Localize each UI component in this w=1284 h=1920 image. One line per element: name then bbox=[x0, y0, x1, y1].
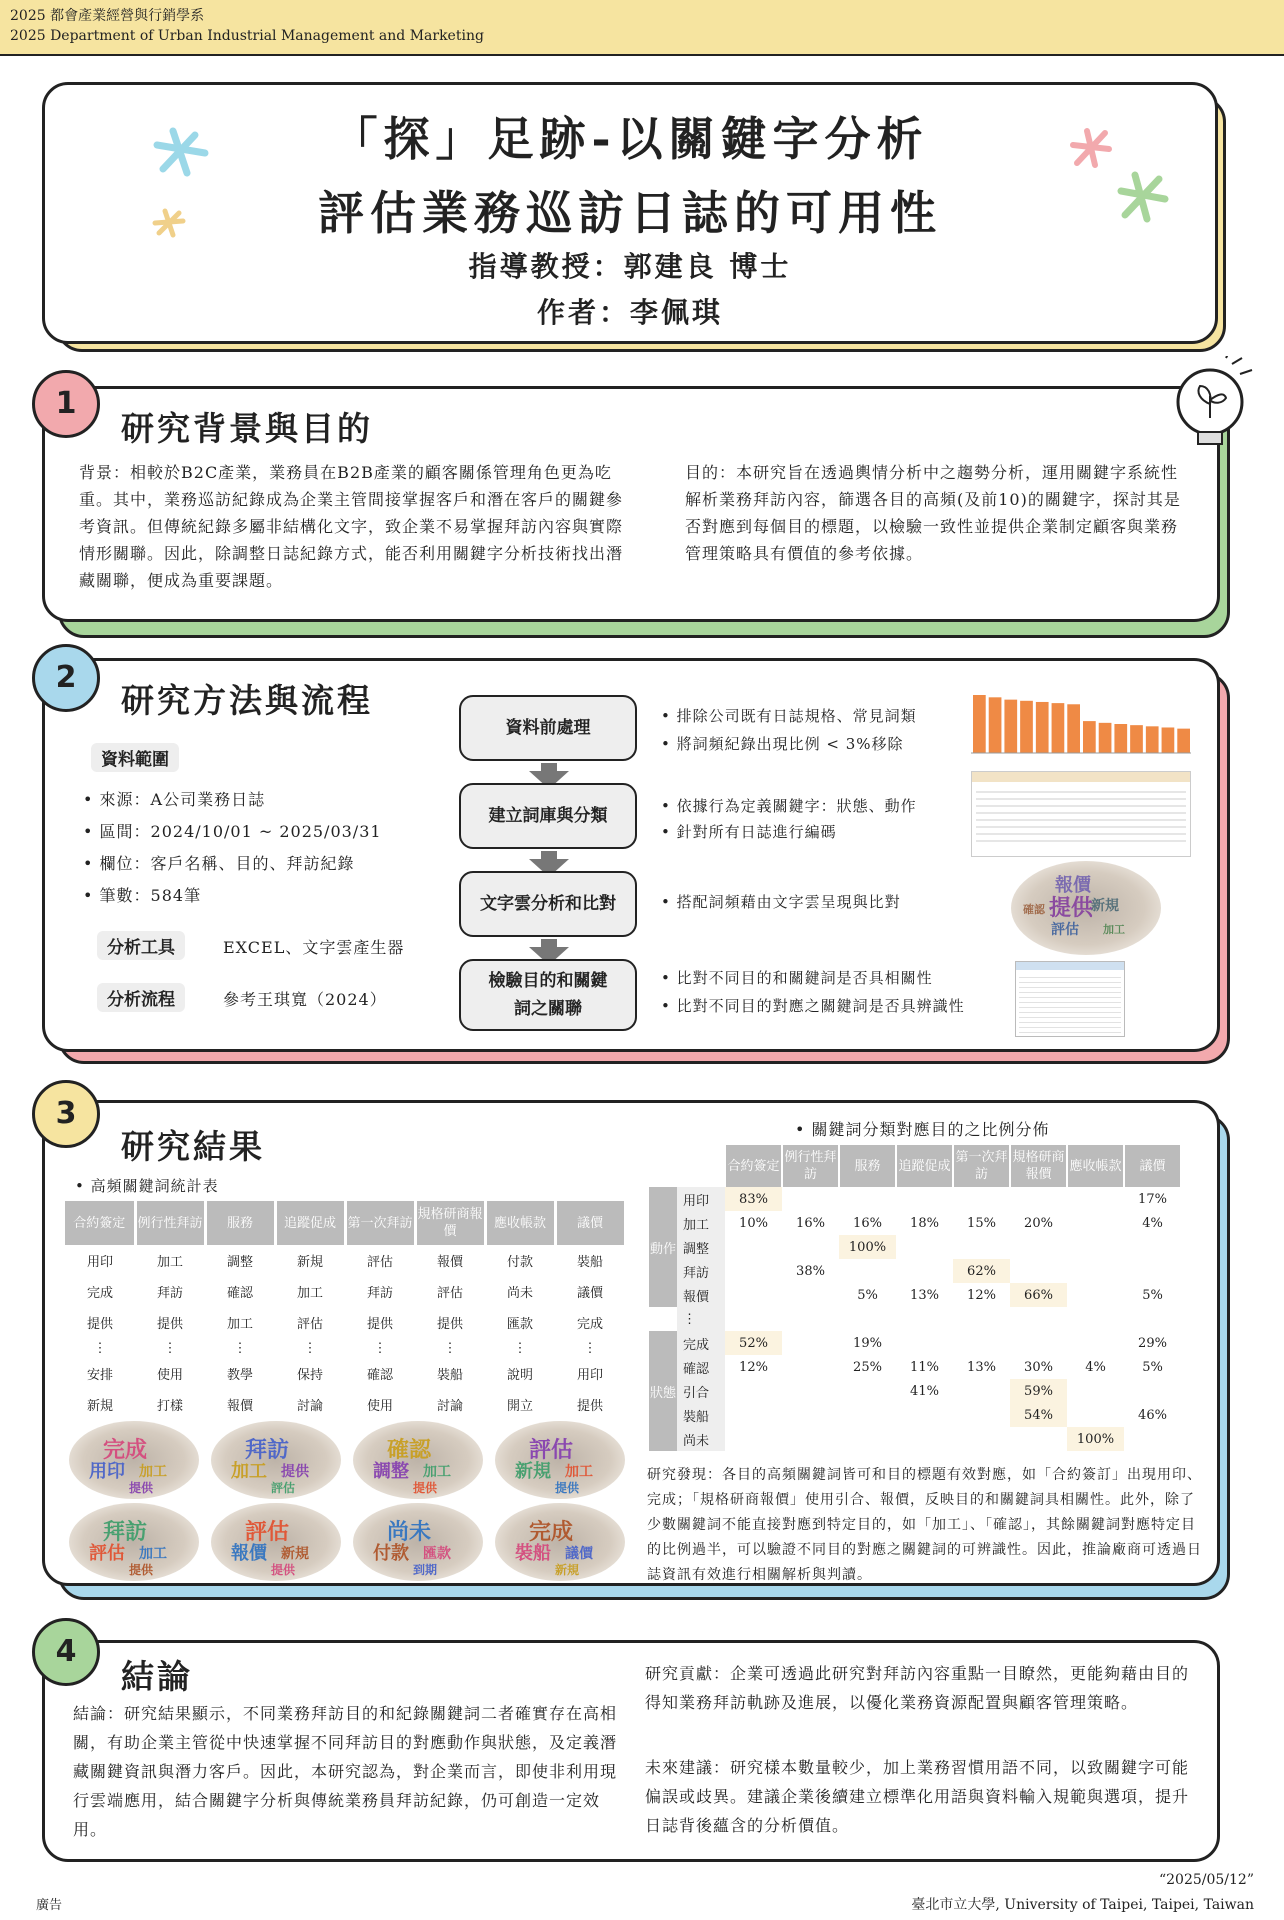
table-row bbox=[65, 1276, 625, 1307]
cloud-word: 裝船 bbox=[515, 1543, 551, 1564]
cloud-word: 尚未 bbox=[387, 1520, 432, 1545]
ratio-cell bbox=[1067, 1187, 1124, 1211]
flow-step-dictionary: 建立詞庫與分類 bbox=[459, 783, 637, 849]
table-row bbox=[65, 1245, 625, 1276]
ratio-cell: 15% bbox=[967, 1215, 996, 1231]
ratio-cell bbox=[1010, 1235, 1067, 1259]
ratio-cell bbox=[953, 1235, 1010, 1259]
cloud-word: 付款 bbox=[373, 1543, 409, 1564]
table-row bbox=[649, 1259, 1181, 1283]
table-row bbox=[649, 1427, 1181, 1451]
section-title: 研究結果 bbox=[121, 1127, 265, 1166]
ratio-cell: 13% bbox=[967, 1359, 996, 1375]
cloud-word: 提供 bbox=[271, 1563, 296, 1577]
kw-cell: 評估 bbox=[296, 1317, 323, 1332]
advisor: 指導教授：郭建良 博士 bbox=[468, 250, 792, 283]
ratio-cell bbox=[953, 1379, 1010, 1403]
step-bullet: • 比對不同目的對應之關鍵詞是否具辨識性 bbox=[661, 997, 965, 1015]
cloud-word: 匯款 bbox=[423, 1546, 451, 1562]
ratio-cell: 38% bbox=[796, 1263, 825, 1279]
ratio-cell bbox=[1067, 1259, 1124, 1283]
ratio-cell bbox=[782, 1355, 839, 1379]
cloud-word: 到期 bbox=[413, 1563, 438, 1577]
ratio-cell bbox=[896, 1235, 953, 1259]
ratio-header: 例行性拜訪 bbox=[782, 1145, 839, 1187]
ratio-header: 應收帳款 bbox=[1067, 1145, 1124, 1187]
kw-cell: 開立 bbox=[506, 1399, 533, 1414]
ratio-header: 服務 bbox=[839, 1145, 896, 1187]
bar bbox=[1036, 702, 1049, 753]
ratio-header: 合約簽定 bbox=[725, 1145, 782, 1187]
step-bullet: • 搭配詞頻藉由文字雲呈現與比對 bbox=[661, 893, 901, 911]
flow-label: 分析流程 bbox=[97, 983, 185, 1012]
kw-cell: 提供 bbox=[576, 1399, 603, 1414]
cloud-word: 完成 bbox=[529, 1520, 574, 1545]
cloud-word: 確認 bbox=[387, 1438, 432, 1463]
ratio-cell: 12% bbox=[967, 1287, 996, 1303]
ratio-cell bbox=[1067, 1211, 1124, 1235]
section-title: 結論 bbox=[121, 1657, 193, 1696]
ratio-cell: 46% bbox=[1138, 1407, 1167, 1423]
ratio-cell bbox=[782, 1283, 839, 1307]
table-row bbox=[649, 1235, 1181, 1259]
footer-date: “2025/05/12” bbox=[1158, 1872, 1254, 1888]
cloud-word: 評估 bbox=[245, 1520, 290, 1545]
bar bbox=[1162, 727, 1175, 753]
author: 作者：李佩琪 bbox=[536, 296, 723, 329]
step-bullet: • 排除公司既有日誌規格、常見詞類 bbox=[661, 707, 917, 725]
wordcloud bbox=[495, 1503, 625, 1581]
kw-cell: 評估 bbox=[366, 1255, 393, 1270]
kw-header: 追蹤促成 bbox=[275, 1201, 345, 1245]
ratio-cell bbox=[782, 1331, 839, 1355]
ratio-cell: 10% bbox=[739, 1215, 768, 1231]
wordcloud bbox=[69, 1421, 199, 1499]
kw-cell: 裝船 bbox=[436, 1368, 463, 1383]
flow-value: 參考王琪寬（2024） bbox=[223, 990, 387, 1009]
kw-cell: 新規 bbox=[86, 1399, 113, 1414]
keyword-label: 加工 bbox=[677, 1211, 725, 1235]
step-bullet: • 比對不同目的和關鍵詞是否具相關性 bbox=[661, 969, 933, 987]
section-title: 研究背景與目的 bbox=[121, 409, 373, 448]
ratio-cell: 5% bbox=[1142, 1287, 1163, 1303]
step-bullet: • 依據行為定義關鍵字：狀態、動作 bbox=[661, 797, 917, 815]
bar bbox=[1130, 725, 1143, 753]
ratio-cell bbox=[1010, 1187, 1067, 1211]
bar bbox=[1020, 701, 1033, 753]
wordcloud bbox=[211, 1503, 341, 1581]
footer-ad-label: 廣告 bbox=[36, 1898, 63, 1913]
kw-cell: 保持 bbox=[296, 1368, 323, 1383]
ratio-cell: 52% bbox=[725, 1331, 782, 1355]
ratio-cell bbox=[839, 1187, 896, 1211]
keyword-label: 拜訪 bbox=[677, 1259, 725, 1283]
kw-cell: 新規 bbox=[296, 1255, 323, 1270]
cloud-word: 加工 bbox=[1103, 923, 1125, 936]
ratio-cell: 59% bbox=[1010, 1379, 1067, 1403]
kw-header: 議價 bbox=[555, 1201, 625, 1245]
range-item: • 筆數：584筆 bbox=[83, 886, 202, 905]
ratio-cell: 19% bbox=[853, 1335, 882, 1351]
group-label: 狀態 bbox=[649, 1331, 677, 1451]
cloud-word: 新規 bbox=[515, 1461, 551, 1482]
kw-cell: ⋮ bbox=[583, 1340, 597, 1356]
cloud-word: 提供 bbox=[129, 1563, 154, 1577]
kw-cell: 議價 bbox=[576, 1286, 603, 1301]
ratio-cell bbox=[725, 1427, 782, 1451]
poster-title-line1: 「探」足跡-以關鍵字分析 bbox=[331, 112, 929, 166]
ratio-cell bbox=[839, 1403, 896, 1427]
cloud-word: 加工 bbox=[231, 1461, 267, 1482]
ratio-cell bbox=[953, 1403, 1010, 1427]
bar bbox=[973, 695, 986, 753]
keyword-table bbox=[65, 1201, 627, 1420]
kw-cell: 用印 bbox=[86, 1255, 113, 1270]
ratio-cell: 66% bbox=[1010, 1283, 1067, 1307]
ratio-cell: 16% bbox=[796, 1215, 825, 1231]
ratio-table bbox=[649, 1145, 1182, 1451]
ratio-cell bbox=[839, 1427, 896, 1451]
ratio-cell bbox=[896, 1403, 953, 1427]
ratio-cell bbox=[725, 1403, 782, 1427]
table-row bbox=[649, 1187, 1181, 1211]
table-row bbox=[649, 1355, 1181, 1379]
data-range-label: 資料範圍 bbox=[91, 743, 179, 772]
step-bullet: • 將詞頻紀錄出現比例 < 3%移除 bbox=[661, 735, 904, 753]
header-line-en: 2025 Department of Urban Industrial Management and Marketing bbox=[10, 28, 484, 44]
ratio-cell bbox=[725, 1379, 782, 1403]
ratio-cell bbox=[1067, 1283, 1124, 1307]
ratio-cell bbox=[1010, 1331, 1067, 1355]
ratio-cell bbox=[725, 1283, 782, 1307]
table-row bbox=[649, 1331, 1181, 1355]
table-row bbox=[65, 1358, 625, 1389]
keyword-label: 報價 bbox=[677, 1283, 725, 1307]
kw-cell: 加工 bbox=[156, 1255, 183, 1270]
ratio-cell: 54% bbox=[1010, 1403, 1067, 1427]
kw-cell: 完成 bbox=[86, 1286, 113, 1301]
ratio-cell: 4% bbox=[1085, 1359, 1106, 1375]
kw-cell: 提供 bbox=[156, 1317, 183, 1332]
flow-step-preprocess: 資料前處理 bbox=[459, 695, 637, 761]
ratio-header: 規格研商報價 bbox=[1010, 1145, 1067, 1187]
dictionary-table-thumbnail bbox=[971, 771, 1191, 857]
kw-cell: 討論 bbox=[436, 1399, 463, 1414]
conclusion-text: 結論：研究結果顯示，不同業務拜訪目的和紀錄關鍵詞二者確實存在高相關，有助企業主管從中快速掌握不同拜訪目的對應動作與狀態，及定義潛藏關鍵資訊與潛力客戶。因此，本研究認為，對企業而言，即使非利用現行雲端應用，結合關鍵字分析與傳統業務員拜訪紀錄，仍可創造一定效用。 bbox=[73, 1704, 618, 1839]
spreadsheet-thumbnail bbox=[1015, 961, 1125, 1037]
cloud-word: 拜訪 bbox=[245, 1438, 290, 1463]
kw-cell: 評估 bbox=[436, 1286, 463, 1301]
ratio-cell: 30% bbox=[1024, 1359, 1053, 1375]
wordcloud bbox=[495, 1421, 625, 1499]
findings-text: 研究發現：各目的高頻關鍵詞皆可和目的標題有效對應，如「合約簽訂」出現用印、完成；「規格研商報價」使用引合、報價，反映目的和關鍵詞具相關性。此外，除了少數關鍵詞不能直接對應到特定目的，如「加工」、「確認」，其餘關鍵詞對應特定目的比例過半，可以驗證不同目的對應之關鍵詞的可辨識性。因此，推論廠商可透過日誌資訊有效進行相關解析與判讀。 bbox=[647, 1467, 1202, 1583]
kw-cell: 報價 bbox=[436, 1255, 463, 1270]
ratio-cell: 83% bbox=[725, 1187, 782, 1211]
ratio-cell bbox=[1124, 1427, 1181, 1451]
kw-cell: 提供 bbox=[436, 1317, 463, 1332]
ratio-cell bbox=[1010, 1259, 1067, 1283]
kw-cell: 報價 bbox=[226, 1399, 253, 1414]
section-title: 研究方法與流程 bbox=[121, 681, 373, 720]
wordcloud bbox=[353, 1503, 483, 1581]
ratio-cell bbox=[896, 1259, 953, 1283]
section-number: 1 bbox=[32, 370, 100, 438]
kw-cell: ⋮ bbox=[163, 1340, 177, 1356]
lightbulb-icon bbox=[1168, 356, 1254, 452]
table-row bbox=[65, 1307, 625, 1338]
ratio-cell: 4% bbox=[1142, 1215, 1163, 1231]
ellipsis: ⋮ bbox=[677, 1307, 725, 1331]
kw-cell: ⋮ bbox=[443, 1340, 457, 1356]
ratio-cell bbox=[953, 1427, 1010, 1451]
table-row bbox=[649, 1211, 1181, 1235]
wordcloud-thumbnail bbox=[1011, 861, 1161, 955]
flow-step-wordcloud: 文字雲分析和比對 bbox=[459, 871, 637, 937]
cloud-word: 提供 bbox=[1049, 896, 1094, 921]
kw-cell: 討論 bbox=[296, 1399, 323, 1414]
ratio-cell bbox=[782, 1427, 839, 1451]
wordcloud bbox=[353, 1421, 483, 1499]
cloud-word: 拜訪 bbox=[103, 1520, 148, 1545]
kw-cell: 使用 bbox=[366, 1399, 393, 1414]
bar bbox=[1052, 703, 1065, 753]
cloud-word: 新規 bbox=[1091, 898, 1119, 914]
ratio-cell bbox=[725, 1235, 782, 1259]
kw-cell: ⋮ bbox=[513, 1340, 527, 1356]
kw-cell: ⋮ bbox=[303, 1340, 317, 1356]
range-item: • 區間：2024/10/01 ~ 2025/03/31 bbox=[83, 822, 382, 841]
wordcloud bbox=[211, 1421, 341, 1499]
kw-cell: 拜訪 bbox=[156, 1286, 183, 1301]
ratio-cell: 18% bbox=[910, 1215, 939, 1231]
ratio-cell bbox=[896, 1427, 953, 1451]
tool-label: 分析工具 bbox=[97, 931, 185, 960]
cloud-word: 確認 bbox=[1023, 903, 1045, 916]
cloud-word: 評估 bbox=[89, 1543, 125, 1564]
ratio-header: 第一次拜訪 bbox=[953, 1145, 1010, 1187]
cloud-word: 新規 bbox=[281, 1546, 309, 1562]
kw-cell: 加工 bbox=[296, 1286, 323, 1301]
header-bar bbox=[0, 0, 1284, 56]
ratio-cell: 100% bbox=[1067, 1427, 1124, 1451]
header-line-zh: 2025 都會產業經營與行銷學系 bbox=[10, 8, 205, 24]
kw-header: 例行性拜訪 bbox=[135, 1201, 205, 1245]
kw-cell: 確認 bbox=[226, 1286, 253, 1301]
kw-cell: ⋮ bbox=[233, 1340, 247, 1356]
table-row bbox=[649, 1403, 1181, 1427]
ratio-cell bbox=[953, 1331, 1010, 1355]
kw-cell: 匯款 bbox=[506, 1317, 533, 1332]
kw-cell: 提供 bbox=[366, 1317, 393, 1332]
cloud-word: 提供 bbox=[413, 1481, 438, 1495]
cloud-word: 提供 bbox=[129, 1481, 154, 1495]
keyword-label: 確認 bbox=[677, 1355, 725, 1379]
kw-cell: 確認 bbox=[366, 1368, 393, 1383]
kw-header: 合約簽定 bbox=[65, 1201, 135, 1245]
section-number: 2 bbox=[32, 644, 100, 712]
cloud-word: 評估 bbox=[529, 1438, 574, 1463]
ratio-cell: 17% bbox=[1138, 1191, 1167, 1207]
kw-cell: 裝船 bbox=[576, 1255, 603, 1270]
purpose-text: 目的：本研究旨在透過輿情分析中之趨勢分析，運用關鍵字系統性解析業務拜訪內容，篩選各目的高頻(及前10)的關鍵字，探討其是否對應到每個目的標題，以檢驗一致性並提供企業制定顧客與業務管理策略具有價值的參考依據。 bbox=[685, 463, 1181, 563]
flow-step-verify: 檢驗目的和關鍵詞之關聯 bbox=[459, 959, 637, 1031]
ratio-cell bbox=[839, 1259, 896, 1283]
ratio-cell bbox=[1124, 1259, 1181, 1283]
kw-cell: 調整 bbox=[226, 1255, 253, 1270]
ratio-cell bbox=[1010, 1427, 1067, 1451]
keyword-label: 引合 bbox=[677, 1379, 725, 1403]
ratio-cell bbox=[896, 1187, 953, 1211]
ratio-cell bbox=[953, 1187, 1010, 1211]
ratio-cell: 25% bbox=[853, 1359, 882, 1375]
table-row bbox=[65, 1338, 625, 1358]
kw-cell: 尚未 bbox=[506, 1286, 533, 1301]
ratio-cell bbox=[1067, 1235, 1124, 1259]
cloud-word: 提供 bbox=[281, 1464, 309, 1480]
section-number: 3 bbox=[32, 1080, 100, 1148]
ratio-cell: 13% bbox=[910, 1287, 939, 1303]
ratio-cell: 20% bbox=[1024, 1215, 1053, 1231]
kw-cell: ⋮ bbox=[373, 1340, 387, 1356]
cloud-word: 評估 bbox=[1051, 922, 1079, 938]
table-row bbox=[649, 1379, 1181, 1403]
ratio-cell: 29% bbox=[1138, 1335, 1167, 1351]
ratio-cell: 16% bbox=[853, 1215, 882, 1231]
ratio-cell bbox=[896, 1331, 953, 1355]
section-background bbox=[42, 1640, 1220, 1862]
ratio-cell bbox=[782, 1235, 839, 1259]
step-bullet: • 針對所有日誌進行編碼 bbox=[661, 823, 837, 841]
bar bbox=[1146, 726, 1159, 753]
table-row bbox=[65, 1389, 625, 1420]
ratio-cell bbox=[725, 1259, 782, 1283]
kw-cell: 完成 bbox=[576, 1317, 603, 1332]
kw-header: 規格研商報價 bbox=[415, 1201, 485, 1245]
table-caption: • 高頻關鍵詞統計表 bbox=[75, 1177, 219, 1195]
ratio-cell bbox=[1067, 1403, 1124, 1427]
kw-cell: 付款 bbox=[506, 1255, 533, 1270]
ratio-cell bbox=[839, 1379, 896, 1403]
table-row bbox=[649, 1283, 1181, 1307]
kw-cell: 打樣 bbox=[156, 1399, 183, 1414]
keyword-label: 用印 bbox=[677, 1187, 725, 1211]
cloud-word: 用印 bbox=[89, 1461, 125, 1482]
kw-header: 第一次拜訪 bbox=[345, 1201, 415, 1245]
ratio-cell: 11% bbox=[910, 1359, 939, 1375]
keyword-label: 尚未 bbox=[677, 1427, 725, 1451]
cloud-word: 新規 bbox=[555, 1563, 580, 1577]
cloud-word: 報價 bbox=[1055, 875, 1091, 896]
future-text: 未來建議：研究樣本數量較少，加上業務習慣用語不同，以致關鍵字可能偏誤或歧異。建議企業後續建立標準化用語與資料輸入規範與選項，提升日誌背後蘊含的分析價值。 bbox=[645, 1758, 1190, 1835]
section-background bbox=[42, 658, 1220, 1052]
kw-cell: ⋮ bbox=[93, 1340, 107, 1356]
kw-cell: 提供 bbox=[86, 1317, 113, 1332]
ellipsis-row bbox=[649, 1307, 1181, 1331]
tool-value: EXCEL、文字雲產生器 bbox=[223, 938, 405, 957]
kw-header: 應收帳款 bbox=[485, 1201, 555, 1245]
bar bbox=[1177, 729, 1190, 753]
ratio-cell bbox=[1124, 1235, 1181, 1259]
background-text: 背景：相較於B2C產業，業務員在B2B產業的顧客關係管理角色更為吃重。其中，業務巡訪紀錄成為企業主管間接掌握客戶和潛在客戶的關鍵參考資訊。但傳統紀錄多屬非結構化文字，致企業不易掌握拜訪內容與實際情形關聯。因此，除調整日誌紀錄方式，能否利用關鍵字分析技術找出潛藏關聯，便成為重要課題。 bbox=[79, 463, 624, 590]
bar bbox=[1114, 724, 1127, 753]
bar bbox=[1004, 700, 1017, 753]
cloud-word: 加工 bbox=[565, 1464, 593, 1480]
cloud-word: 加工 bbox=[423, 1464, 451, 1480]
footer-org: 臺北市立大學, University of Taipei, Taipei, Taiwan bbox=[911, 1897, 1254, 1913]
range-item: • 來源：A公司業務日誌 bbox=[83, 790, 266, 809]
wordcloud bbox=[69, 1503, 199, 1581]
section-background bbox=[42, 386, 1220, 622]
ratio-cell: 5% bbox=[1142, 1359, 1163, 1375]
cloud-word: 評估 bbox=[271, 1481, 296, 1495]
ratio-cell: 5% bbox=[857, 1287, 878, 1303]
ratio-cell bbox=[782, 1379, 839, 1403]
keyword-label: 裝船 bbox=[677, 1403, 725, 1427]
bar bbox=[1067, 704, 1080, 753]
ratio-cell bbox=[1067, 1331, 1124, 1355]
cloud-word: 完成 bbox=[103, 1438, 148, 1463]
ratio-cell: 41% bbox=[910, 1383, 939, 1399]
kw-cell: 加工 bbox=[226, 1317, 253, 1332]
section-background bbox=[42, 1100, 1220, 1586]
bar bbox=[1099, 723, 1112, 753]
range-item: • 欄位：客戶名稱、目的、拜訪紀錄 bbox=[83, 854, 355, 873]
ratio-cell bbox=[1124, 1379, 1181, 1403]
frequency-bar-chart-thumbnail bbox=[971, 691, 1191, 763]
ratio-cell bbox=[782, 1187, 839, 1211]
ratio-cell: 100% bbox=[839, 1235, 896, 1259]
kw-cell: 拜訪 bbox=[366, 1286, 393, 1301]
ratio-cell bbox=[1067, 1379, 1124, 1403]
section-number: 4 bbox=[32, 1618, 100, 1686]
table-caption: • 關鍵詞分類對應目的之比例分佈 bbox=[795, 1120, 1050, 1139]
kw-cell: 使用 bbox=[156, 1368, 183, 1383]
cloud-word: 加工 bbox=[139, 1546, 167, 1562]
kw-cell: 教學 bbox=[226, 1368, 253, 1383]
keyword-label: 調整 bbox=[677, 1235, 725, 1259]
ratio-cell bbox=[782, 1403, 839, 1427]
cloud-word: 加工 bbox=[139, 1464, 167, 1480]
poster-title-line2: 評估業務巡訪日誌的可用性 bbox=[318, 186, 942, 240]
keyword-label: 完成 bbox=[677, 1331, 725, 1355]
kw-cell: 說明 bbox=[506, 1368, 533, 1383]
cloud-word: 提供 bbox=[555, 1481, 580, 1495]
ratio-cell: 12% bbox=[739, 1359, 768, 1375]
contribution-text: 研究貢獻：企業可透過此研究對拜訪內容重點一目瞭然，更能夠藉由目的得知業務拜訪軌跡及進展，以優化業務資源配置與顧客管理策略。 bbox=[645, 1664, 1190, 1712]
cloud-word: 調整 bbox=[373, 1461, 409, 1482]
kw-header: 服務 bbox=[205, 1201, 275, 1245]
kw-cell: 用印 bbox=[576, 1368, 603, 1383]
kw-cell: 安排 bbox=[86, 1368, 113, 1383]
title-card bbox=[42, 82, 1218, 344]
ratio-header: 追蹤促成 bbox=[896, 1145, 953, 1187]
ratio-cell: 62% bbox=[953, 1259, 1010, 1283]
bar bbox=[1083, 721, 1096, 753]
group-label: 動作 bbox=[649, 1187, 677, 1307]
cloud-word: 報價 bbox=[231, 1543, 267, 1564]
ratio-header: 議價 bbox=[1124, 1145, 1181, 1187]
cloud-word: 議價 bbox=[565, 1546, 593, 1562]
bar bbox=[989, 697, 1002, 753]
